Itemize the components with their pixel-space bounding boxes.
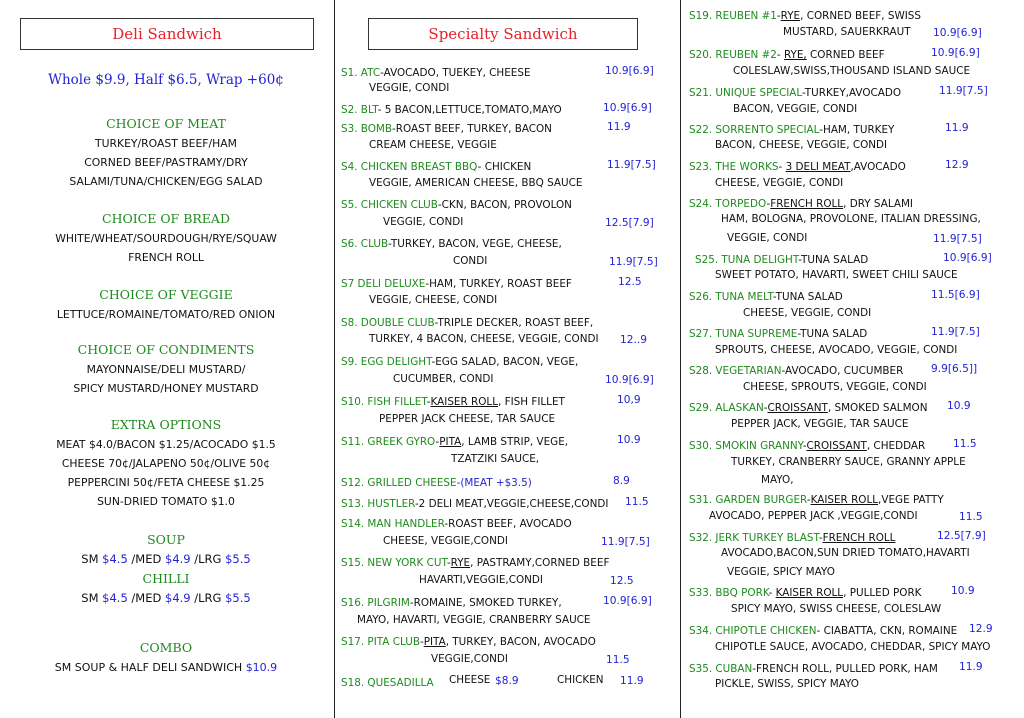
item-price: 11.9[7.5] [601, 536, 650, 548]
extras-line: CHEESE 70¢/JALAPENO 50¢/OLIVE 50¢ [61, 457, 271, 470]
meat-line: CORNED BEEF/PASTRAMY/DRY [84, 156, 248, 169]
item-desc: CONDI [453, 255, 488, 267]
extras-line: SUN-DRIED TOMATO $1.0 [97, 495, 235, 508]
item-desc: , CHEDDAR [866, 440, 926, 452]
item-desc: CHEESE, SPROUTS, VEGGIE, CONDI [743, 381, 927, 393]
item-price: 11.9[7.5] [931, 326, 980, 338]
item-name: S18. QUESADILLA [341, 677, 434, 689]
item-price: 9.9[6.5]] [931, 363, 978, 375]
item-desc: - [766, 198, 771, 210]
condiments-heading: CHOICE OF CONDIMENTS [77, 342, 255, 357]
item-price: 10.9[6.9] [931, 47, 980, 59]
size-small: SM [81, 591, 99, 605]
item-name: S27. TUNA SUPREME [689, 328, 798, 340]
item-desc: - [435, 436, 440, 448]
item-desc: , PULLED PORK [843, 587, 922, 599]
item-desc: RYE, [783, 49, 807, 61]
menu-item [689, 660, 938, 678]
chilli-prices [0, 589, 332, 608]
item-name: S28. VEGETARIAN [689, 365, 782, 377]
item-price: 12.5 [610, 575, 634, 587]
item-name: S19. REUBEN #1 [689, 10, 777, 22]
item-name: S31. GARDEN BURGER [689, 494, 807, 506]
menu-item [689, 437, 925, 455]
combo-section [0, 638, 332, 677]
item-desc: - [446, 557, 451, 569]
item-name: S20. REUBEN #2 [689, 49, 777, 61]
item-desc: CHICKEN [557, 674, 604, 686]
menu-item [341, 314, 593, 332]
item-desc: - CIABATTA, CKN, ROMAINE [816, 625, 958, 637]
extras-line: MEAT $4.0/BACON $1.25/ACOCADO $1.5 [56, 438, 276, 451]
item-desc: PICKLE, SWISS, SPICY MAYO [715, 678, 859, 690]
item-price: 10.9 [947, 400, 971, 412]
item-desc: CHEESE [449, 674, 491, 686]
extras-section [0, 415, 332, 511]
item-name: S33. BBQ PORK [689, 587, 769, 599]
item-name: S21. UNIQUE SPECIAL [689, 87, 802, 99]
item-name: S7 DELI DELUXE [341, 278, 426, 290]
item-price: 12.5[7.9] [937, 530, 986, 542]
combo-desc: SM SOUP & HALF DELI SANDWICH [54, 661, 243, 674]
item-desc: BACON, VEGGIE, CONDI [733, 103, 858, 115]
veggie-line: LETTUCE/ROMAINE/TOMATO/RED ONION [56, 308, 276, 321]
item-desc: , PASTRAMY,CORNED BEEF [470, 557, 610, 569]
item-price: 12.9 [969, 623, 993, 635]
menu-item [689, 46, 885, 64]
item-name: S23. THE WORKS [689, 161, 779, 173]
item-desc: CHIPOTLE SAUCE, AVOCADO, CHEDDAR, SPICY MAYO [715, 641, 991, 653]
item-desc: -TUNA SALAD [772, 291, 843, 303]
item-price: 12..9 [620, 334, 647, 346]
menu-item [689, 622, 957, 640]
item-desc: VEGGIE, CONDI [727, 232, 808, 244]
item-desc: TURKEY, 4 BACON, CHEESE, VEGGIE, CONDI [369, 333, 599, 345]
item-desc: - [768, 587, 776, 599]
item-price: 10.9[6.9] [943, 252, 992, 264]
item-desc: , LAMB STRIP, VEGE, [461, 436, 569, 448]
item-desc: AVOCADO,BACON,SUN DRIED TOMATO,HAVARTI [721, 547, 970, 559]
item-desc: CHEESE, VEGGIE, CONDI [715, 177, 844, 189]
item-name: S11. GREEK GYRO [341, 436, 436, 448]
menu-item [689, 584, 922, 602]
item-desc: PITA [439, 436, 462, 448]
item-desc: VEGGIE,CONDI [431, 653, 508, 665]
menu-item [341, 196, 572, 214]
item-desc: CHEESE, VEGGIE, CONDI [743, 307, 872, 319]
item-desc: VEGGIE, CHEESE, CONDI [369, 294, 498, 306]
item-price: 10.9[6.9] [603, 595, 652, 607]
item-desc: -HAM, TURKEY, ROAST BEEF [425, 278, 572, 290]
menu-item [689, 7, 921, 25]
item-name: S30. SMOKIN GRANNY [689, 440, 803, 452]
size-medium: /MED [131, 591, 162, 605]
item-desc: FRENCH ROLL [822, 532, 896, 544]
item-desc: -AVOCADO, TUEKEY, CHEESE [380, 67, 531, 79]
bread-line: WHITE/WHEAT/SOURDOUGH/RYE/SQUAW [55, 232, 277, 245]
menu-item [689, 84, 901, 102]
item-desc: - [776, 49, 784, 61]
item-desc: -HAM, TURKEY [819, 124, 895, 136]
menu-item [341, 101, 562, 119]
item-name: S25. TUNA DELIGHT [695, 254, 799, 266]
size-medium: /MED [131, 552, 162, 566]
menu-item [689, 325, 867, 343]
item-desc: -TURKEY,AVOCADO [801, 87, 902, 99]
menu-item [341, 594, 562, 612]
item-price: 11.5[6.9] [931, 289, 980, 301]
item-desc: - [818, 532, 823, 544]
menu-item [341, 495, 608, 513]
item-desc: MAYO, [761, 474, 794, 486]
item-name: S29. ALASKAN [689, 402, 764, 414]
item-name: S16. PILGRIM [341, 597, 410, 609]
bread-heading: CHOICE OF BREAD [102, 211, 230, 226]
price-medium: $4.9 [165, 552, 191, 566]
item-desc: , DRY SALAMI [843, 198, 913, 210]
item-desc: TZATZIKI SAUCE, [451, 453, 540, 465]
item-price: 10,9 [617, 394, 641, 406]
meat-line: TURKEY/ROAST BEEF/HAM [95, 137, 237, 150]
item-name: S17. PITA CLUB [341, 636, 420, 648]
item-desc: - [763, 402, 768, 414]
item-desc: CHEESE, VEGGIE,CONDI [383, 535, 508, 547]
item-desc: COLESLAW,SWISS,THOUSAND ISLAND SAUCE [733, 65, 971, 77]
menu-item [341, 433, 568, 451]
specialty-title: Specialty Sandwich [368, 18, 638, 50]
item-desc: SPICY MAYO, SWISS CHEESE, COLESLAW [731, 603, 942, 615]
item-desc: -TUNA SALAD [797, 328, 868, 340]
price-large: $5.5 [225, 552, 251, 566]
item-desc: MUSTARD, SAUERKRAUT [783, 26, 911, 38]
item-desc: VEGGIE, CONDI [369, 82, 450, 94]
menu-item [689, 288, 843, 306]
item-desc: SWEET POTATO, HAVARTI, SWEET CHILI SAUCE [715, 269, 958, 281]
item-desc: KAISER ROLL [430, 396, 498, 408]
item-price: 11.5 [606, 654, 630, 666]
item-price: 10.9[6.9] [605, 65, 654, 77]
combo-line [0, 658, 332, 677]
item-name: S1. ATC [341, 67, 381, 79]
price-medium: $4.9 [165, 591, 191, 605]
menu-item [341, 235, 562, 253]
item-price: 11.9[7.5] [933, 233, 982, 245]
meat-heading: CHOICE OF MEAT [106, 116, 226, 131]
item-desc: , CORNED BEEF, SWISS [800, 10, 921, 22]
item-desc: VEGGIE, CONDI [383, 216, 464, 228]
item-desc: HAM, BOLOGNA, PROVOLONE, ITALIAN DRESSING, [721, 213, 981, 225]
item-price: $8.9 [495, 675, 519, 687]
item-desc: PITA [423, 636, 446, 648]
item-name: S8. DOUBLE CLUB [341, 317, 435, 329]
price-large: $5.5 [225, 591, 251, 605]
size-small: SM [81, 552, 99, 566]
item-desc: KAISER ROLL [775, 587, 844, 599]
item-price: 11.9 [945, 122, 969, 134]
item-price: 11.5 [625, 496, 649, 508]
item-name: S22. SORRENTO SPECIAL [689, 124, 820, 136]
soup-prices [0, 550, 332, 569]
item-name: S14. MAN HANDLER [341, 518, 445, 530]
item-desc: -TUNA SALAD [798, 254, 869, 266]
item-desc: CORNED BEEF [806, 49, 885, 61]
item-name: S9. EGG DELIGHT [341, 356, 432, 368]
item-desc: KAISER ROLL [810, 494, 879, 506]
item-desc: CREAM CHEESE, VEGGIE [369, 139, 497, 151]
item-name: S12. GRILLED CHEESE [341, 477, 457, 489]
menu-item [695, 251, 868, 269]
item-price: 11.9 [607, 121, 631, 133]
item-price: 10.9 [617, 434, 641, 446]
combo-heading: COMBO [139, 640, 193, 655]
item-name: S3. BOMB [341, 123, 393, 135]
menu-item [341, 554, 609, 572]
item-price: 11.9[7.5] [939, 85, 988, 97]
item-desc: -2 DELI MEAT,VEGGIE,CHEESE,CONDI [414, 498, 609, 510]
item-name: S26. TUNA MELT [689, 291, 773, 303]
item-desc: BACON, CHEESE, VEGGIE, CONDI [715, 139, 888, 151]
menu-item [341, 120, 552, 138]
menu-item [689, 195, 913, 213]
chilli-heading: CHILLI [142, 571, 190, 586]
item-price: 11.9[7.5] [607, 159, 656, 171]
item-desc: HAVARTI,VEGGIE,CONDI [419, 574, 543, 586]
price-small: $4.5 [102, 591, 128, 605]
item-name: S15. NEW YORK CUT [341, 557, 447, 569]
item-desc: CROISSANT [806, 440, 867, 452]
item-desc: -EGG SALAD, BACON, VEGE, [431, 356, 579, 368]
item-desc: - [419, 636, 424, 648]
menu-item [341, 633, 596, 651]
veggie-section [0, 285, 332, 324]
menu-item [689, 158, 906, 176]
menu-item [341, 515, 572, 533]
item-name: S35. CUBAN [689, 663, 753, 675]
item-desc: , SMOKED SALMON [827, 402, 928, 414]
menu-item [689, 121, 894, 139]
combo-price: $10.9 [245, 661, 278, 674]
item-name: S10. FISH FILLET [341, 396, 427, 408]
item-name: S4. CHICKEN BREAST BBQ [341, 161, 478, 173]
item-price: 12.9 [945, 159, 969, 171]
item-desc: , TURKEY, BACON, AVOCADO [445, 636, 596, 648]
item-desc: - CHICKEN [477, 161, 532, 173]
item-price: 10.9[6.9] [603, 102, 652, 114]
item-desc: ,VEGE PATTY [878, 494, 944, 506]
specialty-column-2 [680, 0, 1024, 718]
item-desc: SPROUTS, CHEESE, AVOCADO, VEGGIE, CONDI [715, 344, 958, 356]
item-name: S32. JERK TURKEY BLAST [689, 532, 819, 544]
item-price: 11.9 [959, 661, 983, 673]
menu-item [689, 399, 928, 417]
item-desc: TURKEY, CRANBERRY SAUCE, GRANNY APPLE [731, 456, 966, 468]
soup-heading: SOUP [147, 532, 185, 547]
item-desc: CROISSANT [767, 402, 828, 414]
item-desc: PEPPER JACK, VEGGIE, TAR SAUCE [731, 418, 909, 430]
condiments-line: SPICY MUSTARD/HONEY MUSTARD [73, 382, 259, 395]
item-desc: ,AVOCADO [850, 161, 906, 173]
item-desc: - [426, 396, 431, 408]
item-desc: - 5 BACON,LETTUCE,TOMATO,MAYO [377, 104, 562, 116]
item-desc: 3 DELI MEAT [785, 161, 851, 173]
item-desc: RYE [780, 10, 801, 22]
menu-item [689, 529, 895, 547]
item-desc: -(MEAT +$3.5) [456, 477, 532, 489]
deli-prices: Whole $9.9, Half $6.5, Wrap +60¢ [48, 72, 284, 88]
item-price: 10.9[6.9] [605, 374, 654, 386]
menu-item [341, 353, 578, 371]
specialty-column [334, 0, 678, 718]
item-price: 12.5 [618, 276, 642, 288]
item-desc: -TRIPLE DECKER, ROAST BEEF, [434, 317, 594, 329]
item-name: S34. CHIPOTLE CHICKEN [689, 625, 817, 637]
extras-heading: EXTRA OPTIONS [110, 417, 222, 432]
menu-item [341, 674, 434, 692]
item-name: S13. HUSTLER [341, 498, 415, 510]
item-name: S5. CHICKEN CLUB [341, 199, 438, 211]
item-price: 10.9 [951, 585, 975, 597]
item-desc: VEGGIE, AMERICAN CHEESE, BBQ SAUCE [369, 177, 583, 189]
item-desc: - [806, 494, 811, 506]
menu-item [341, 275, 572, 293]
item-price: 11.9[7.5] [609, 256, 658, 268]
price-small: $4.5 [102, 552, 128, 566]
item-desc: -AVOCADO, CUCUMBER [781, 365, 904, 377]
item-desc: -TURKEY, BACON, VEGE, CHEESE, [388, 238, 562, 250]
item-desc: - [778, 161, 786, 173]
menu-item [341, 64, 531, 82]
condiments-line: MAYONNAISE/DELI MUSTARD/ [86, 363, 246, 376]
item-price: 10.9[6.9] [933, 27, 982, 39]
item-price: 11.5 [959, 511, 983, 523]
item-price: 8.9 [613, 475, 630, 487]
meat-line: SALAMI/TUNA/CHICKEN/EGG SALAD [69, 175, 263, 188]
item-desc: -ROAST BEEF, AVOCADO [444, 518, 572, 530]
condiments-section [0, 340, 332, 398]
item-desc: CUCUMBER, CONDI [393, 373, 494, 385]
bread-line: FRENCH ROLL [128, 251, 204, 264]
soup-section [0, 530, 332, 608]
item-desc: - [776, 10, 781, 22]
bread-section [0, 209, 332, 267]
item-price: 11.5 [953, 438, 977, 450]
item-desc: -FRENCH ROLL, PULLED PORK, HAM [752, 663, 938, 675]
item-name: S6. CLUB [341, 238, 389, 250]
item-desc: -CKN, BACON, PROVOLON [437, 199, 572, 211]
item-desc: AVOCADO, PEPPER JACK ,VEGGIE,CONDI [709, 510, 918, 522]
meat-section [0, 114, 332, 191]
item-price: 12.5[7.9] [605, 217, 654, 229]
menu-item [689, 362, 903, 380]
menu-item [341, 393, 565, 411]
item-price: 11.9 [620, 675, 644, 687]
deli-title: Deli Sandwich [20, 18, 314, 50]
item-name: S2. BLT [341, 104, 378, 116]
item-desc: -ROMAINE, SMOKED TURKEY, [409, 597, 562, 609]
item-name: S24. TORPEDO [689, 198, 767, 210]
item-desc: VEGGIE, SPICY MAYO [727, 566, 835, 578]
item-desc: FRENCH ROLL [770, 198, 844, 210]
extras-line: PEPPERCINI 50¢/FETA CHEESE $1.25 [67, 476, 265, 489]
size-large: /LRG [194, 552, 222, 566]
item-desc: - [802, 440, 807, 452]
size-large: /LRG [194, 591, 222, 605]
veggie-heading: CHOICE OF VEGGIE [99, 287, 233, 302]
menu-item [689, 491, 944, 509]
item-desc: MAYO, HAVARTI, VEGGIE, CRANBERRY SAUCE [357, 614, 591, 626]
item-desc: -ROAST BEEF, TURKEY, BACON [392, 123, 552, 135]
menu-item [341, 158, 531, 176]
menu-item [341, 474, 532, 492]
deli-column [0, 0, 332, 718]
item-desc: , FISH FILLET [497, 396, 565, 408]
item-desc: PEPPER JACK CHEESE, TAR SAUCE [379, 413, 556, 425]
item-desc: RYE [450, 557, 471, 569]
